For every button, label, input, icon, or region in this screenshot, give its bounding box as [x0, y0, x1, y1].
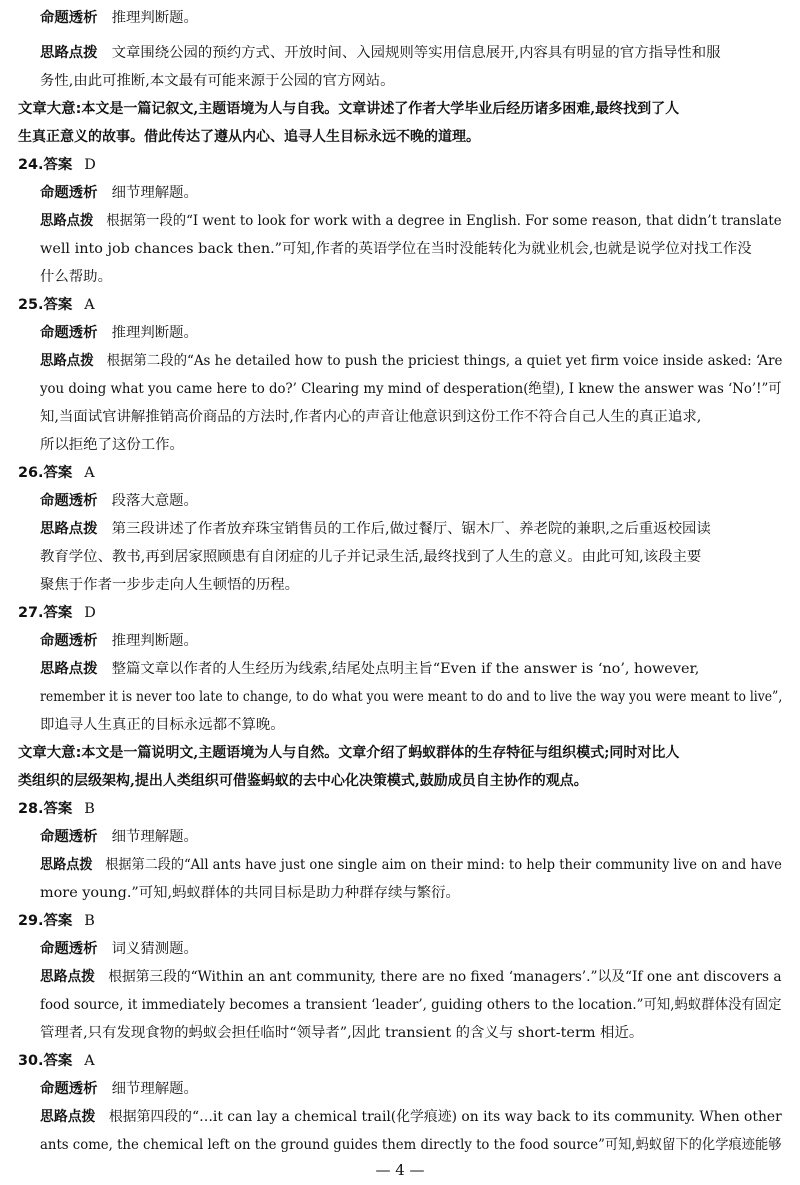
- answer-line: [18, 1051, 95, 1071]
- question-number: 29.: [18, 913, 44, 929]
- hint-text: 根据第三段的“Within an ant community, there are no fixed ‘managers’.”以及“If one ant discovers a: [108, 969, 782, 985]
- hint-line: 什么帮助。: [40, 269, 112, 285]
- type-analysis-line: [40, 631, 198, 651]
- answer-line: [18, 155, 96, 175]
- hint-line: ants come, the chemical left on the ground guides them directly to the food source”可知,蚂蚁留下的化学痕迹能够: [40, 1137, 782, 1153]
- type-value: 词义猜测题。: [111, 941, 198, 957]
- hint-line: 知,当面试官讲解推销高价商品的方法时,作者内心的声音让他意识到这份工作不符合自己人生的真正追求,: [40, 409, 702, 425]
- type-analysis-line: [40, 8, 198, 28]
- question-number: 30.: [18, 1053, 44, 1069]
- summary-line: [18, 99, 679, 119]
- hint-text: 根据第四段的“…it can lay a chemical trail(化学痕迹) on its way back to its community. When other: [108, 1109, 782, 1125]
- hint-line: 所以拒绝了这份工作。: [40, 437, 184, 453]
- question-number: 28.: [18, 801, 44, 817]
- hint-label: 思路点拨: [40, 969, 95, 985]
- type-label: 命题透析: [40, 1081, 98, 1097]
- hint-label: 思路点拨: [40, 353, 94, 369]
- question-number: 25.: [18, 297, 44, 313]
- hint-label: 思路点拨: [40, 661, 98, 677]
- hint-text: 文章围绕公园的预约方式、开放时间、入园规则等实用信息展开,内容具有明显的官方指导性和服: [111, 45, 721, 61]
- question-number: 24.: [18, 157, 44, 173]
- answer-value: B: [84, 801, 95, 817]
- hint-label: 思路点拨: [40, 1109, 96, 1125]
- hint-label: 思路点拨: [40, 857, 93, 873]
- type-value: 段落大意题。: [111, 493, 198, 509]
- question-number: 26.: [18, 465, 44, 481]
- answer-label: 答案: [43, 465, 73, 481]
- hint-text: 根据第二段的“As he detailed how to push the priciest things, a quiet yet firm voice inside asked: ‘Are: [106, 353, 783, 369]
- hint-text: 根据第二段的“All ants have just one single aim on their mind: to help their community live on and have: [105, 857, 782, 873]
- answer-label: 答案: [43, 913, 73, 929]
- page-number: — 4 —: [375, 1161, 425, 1179]
- type-value: 推理判断题。: [111, 633, 198, 649]
- answer-label: 答案: [43, 801, 73, 817]
- hint-label: 思路点拨: [40, 45, 98, 61]
- type-value: 细节理解题。: [111, 1081, 198, 1097]
- summary-line: 类组织的层级架构,提出人类组织可借鉴蚂蚁的去中心化决策模式,鼓励成员自主协作的观点。: [18, 773, 588, 789]
- type-label: 命题透析: [40, 633, 98, 649]
- answer-value: A: [84, 297, 95, 313]
- answer-label: 答案: [43, 605, 73, 621]
- type-label: 命题透析: [40, 941, 98, 957]
- hint-line: 管理者,只有发现食物的蚂蚁会担任临时“领导者”,因此 transient 的含义与 short-term 相近。: [40, 1025, 644, 1041]
- hint-text: 整篇文章以作者的人生经历为线索,结尾处点明主旨“Even if the answer is ‘no’, however,: [111, 661, 700, 677]
- type-value: 推理判断题。: [111, 10, 198, 26]
- hint-text: 第三段讲述了作者放弃珠宝销售员的工作后,做过餐厅、锯木厂、养老院的兼职,之后重返校园读: [111, 521, 711, 537]
- type-value: 细节理解题。: [111, 829, 198, 845]
- answer-line: [18, 463, 95, 483]
- type-label: 命题透析: [40, 493, 98, 509]
- hint-line: more young.”可知,蚂蚁群体的共同目标是助力种群存续与繁衍。: [40, 885, 460, 901]
- hint-line: 即追寻人生真正的目标永远都不算晚。: [40, 717, 285, 733]
- hint-line: you doing what you came here to do?’ Clearing my mind of desperation(绝望), I knew the answer was ‘No’!”可: [40, 381, 782, 397]
- type-analysis-line: [40, 323, 198, 343]
- hint-line: 聚焦于作者一步步走向人生顿悟的历程。: [40, 577, 300, 593]
- hint-line: [40, 1107, 782, 1127]
- answer-label: 答案: [43, 297, 73, 313]
- hint-line: [40, 211, 782, 231]
- hint-line: [40, 855, 782, 875]
- type-analysis-line: [40, 183, 198, 203]
- summary-label: 文章大意:: [18, 745, 82, 761]
- hint-label: 思路点拨: [40, 213, 94, 229]
- type-label: 命题透析: [40, 185, 98, 201]
- hint-line: [40, 43, 721, 63]
- type-value: 推理判断题。: [111, 325, 198, 341]
- answer-value: D: [84, 605, 96, 621]
- summary-label: 文章大意:: [18, 101, 82, 117]
- type-analysis-line: [40, 1079, 198, 1099]
- question-number: 27.: [18, 605, 44, 621]
- type-analysis-line: [40, 939, 198, 959]
- answer-value: B: [84, 913, 95, 929]
- type-analysis-line: [40, 827, 198, 847]
- type-label: 命题透析: [40, 829, 98, 845]
- hint-line: remember it is never too late to change, to do what you were meant to do and to live the way you were meant to live”,: [40, 689, 783, 705]
- type-label: 命题透析: [40, 325, 98, 341]
- answer-line: [18, 603, 96, 623]
- hint-line: [40, 659, 699, 679]
- answer-label: 答案: [43, 157, 73, 173]
- answer-label: 答案: [43, 1053, 73, 1069]
- hint-line: food source, it immediately becomes a transient ‘leader’, guiding others to the location.”可知,蚂蚁群体没有固定: [40, 997, 782, 1013]
- hint-line: 教育学位、教书,再到居家照顾患有自闭症的儿子并记录生活,最终找到了人生的意义。由此可知,该段主要: [40, 549, 702, 565]
- summary-text: 本文是一篇记叙文,主题语境为人与自我。文章讲述了作者大学毕业后经历诸多困难,最终找到了人: [81, 101, 680, 117]
- summary-line: 生真正意义的故事。借此传达了遵从内心、追寻人生目标永远不晚的道理。: [18, 129, 480, 145]
- summary-line: [18, 743, 679, 763]
- hint-text: 根据第一段的“I went to look for work with a degree in English. For some reason, that didn’t translate: [106, 213, 782, 229]
- answer-line: [18, 911, 95, 931]
- answer-value: A: [84, 1053, 95, 1069]
- type-analysis-line: [40, 491, 198, 511]
- hint-line: 务性,由此可推断,本文最有可能来源于公园的官方网站。: [40, 73, 395, 89]
- answer-line: [18, 799, 95, 819]
- answer-value: D: [84, 157, 96, 173]
- answer-line: [18, 295, 95, 315]
- type-label: 命题透析: [40, 10, 98, 26]
- hint-line: [40, 519, 711, 539]
- type-value: 细节理解题。: [111, 185, 198, 201]
- hint-line: [40, 351, 782, 371]
- hint-line: well into job chances back then.”可知,作者的英语学位在当时没能转化为就业机会,也就是说学位对找工作没: [40, 241, 752, 257]
- summary-text: 本文是一篇说明文,主题语境为人与自然。文章介绍了蚂蚁群体的生存特征与组织模式;同时对比人: [81, 745, 680, 761]
- answer-value: A: [84, 465, 95, 481]
- hint-label: 思路点拨: [40, 521, 98, 537]
- hint-line: [40, 967, 782, 987]
